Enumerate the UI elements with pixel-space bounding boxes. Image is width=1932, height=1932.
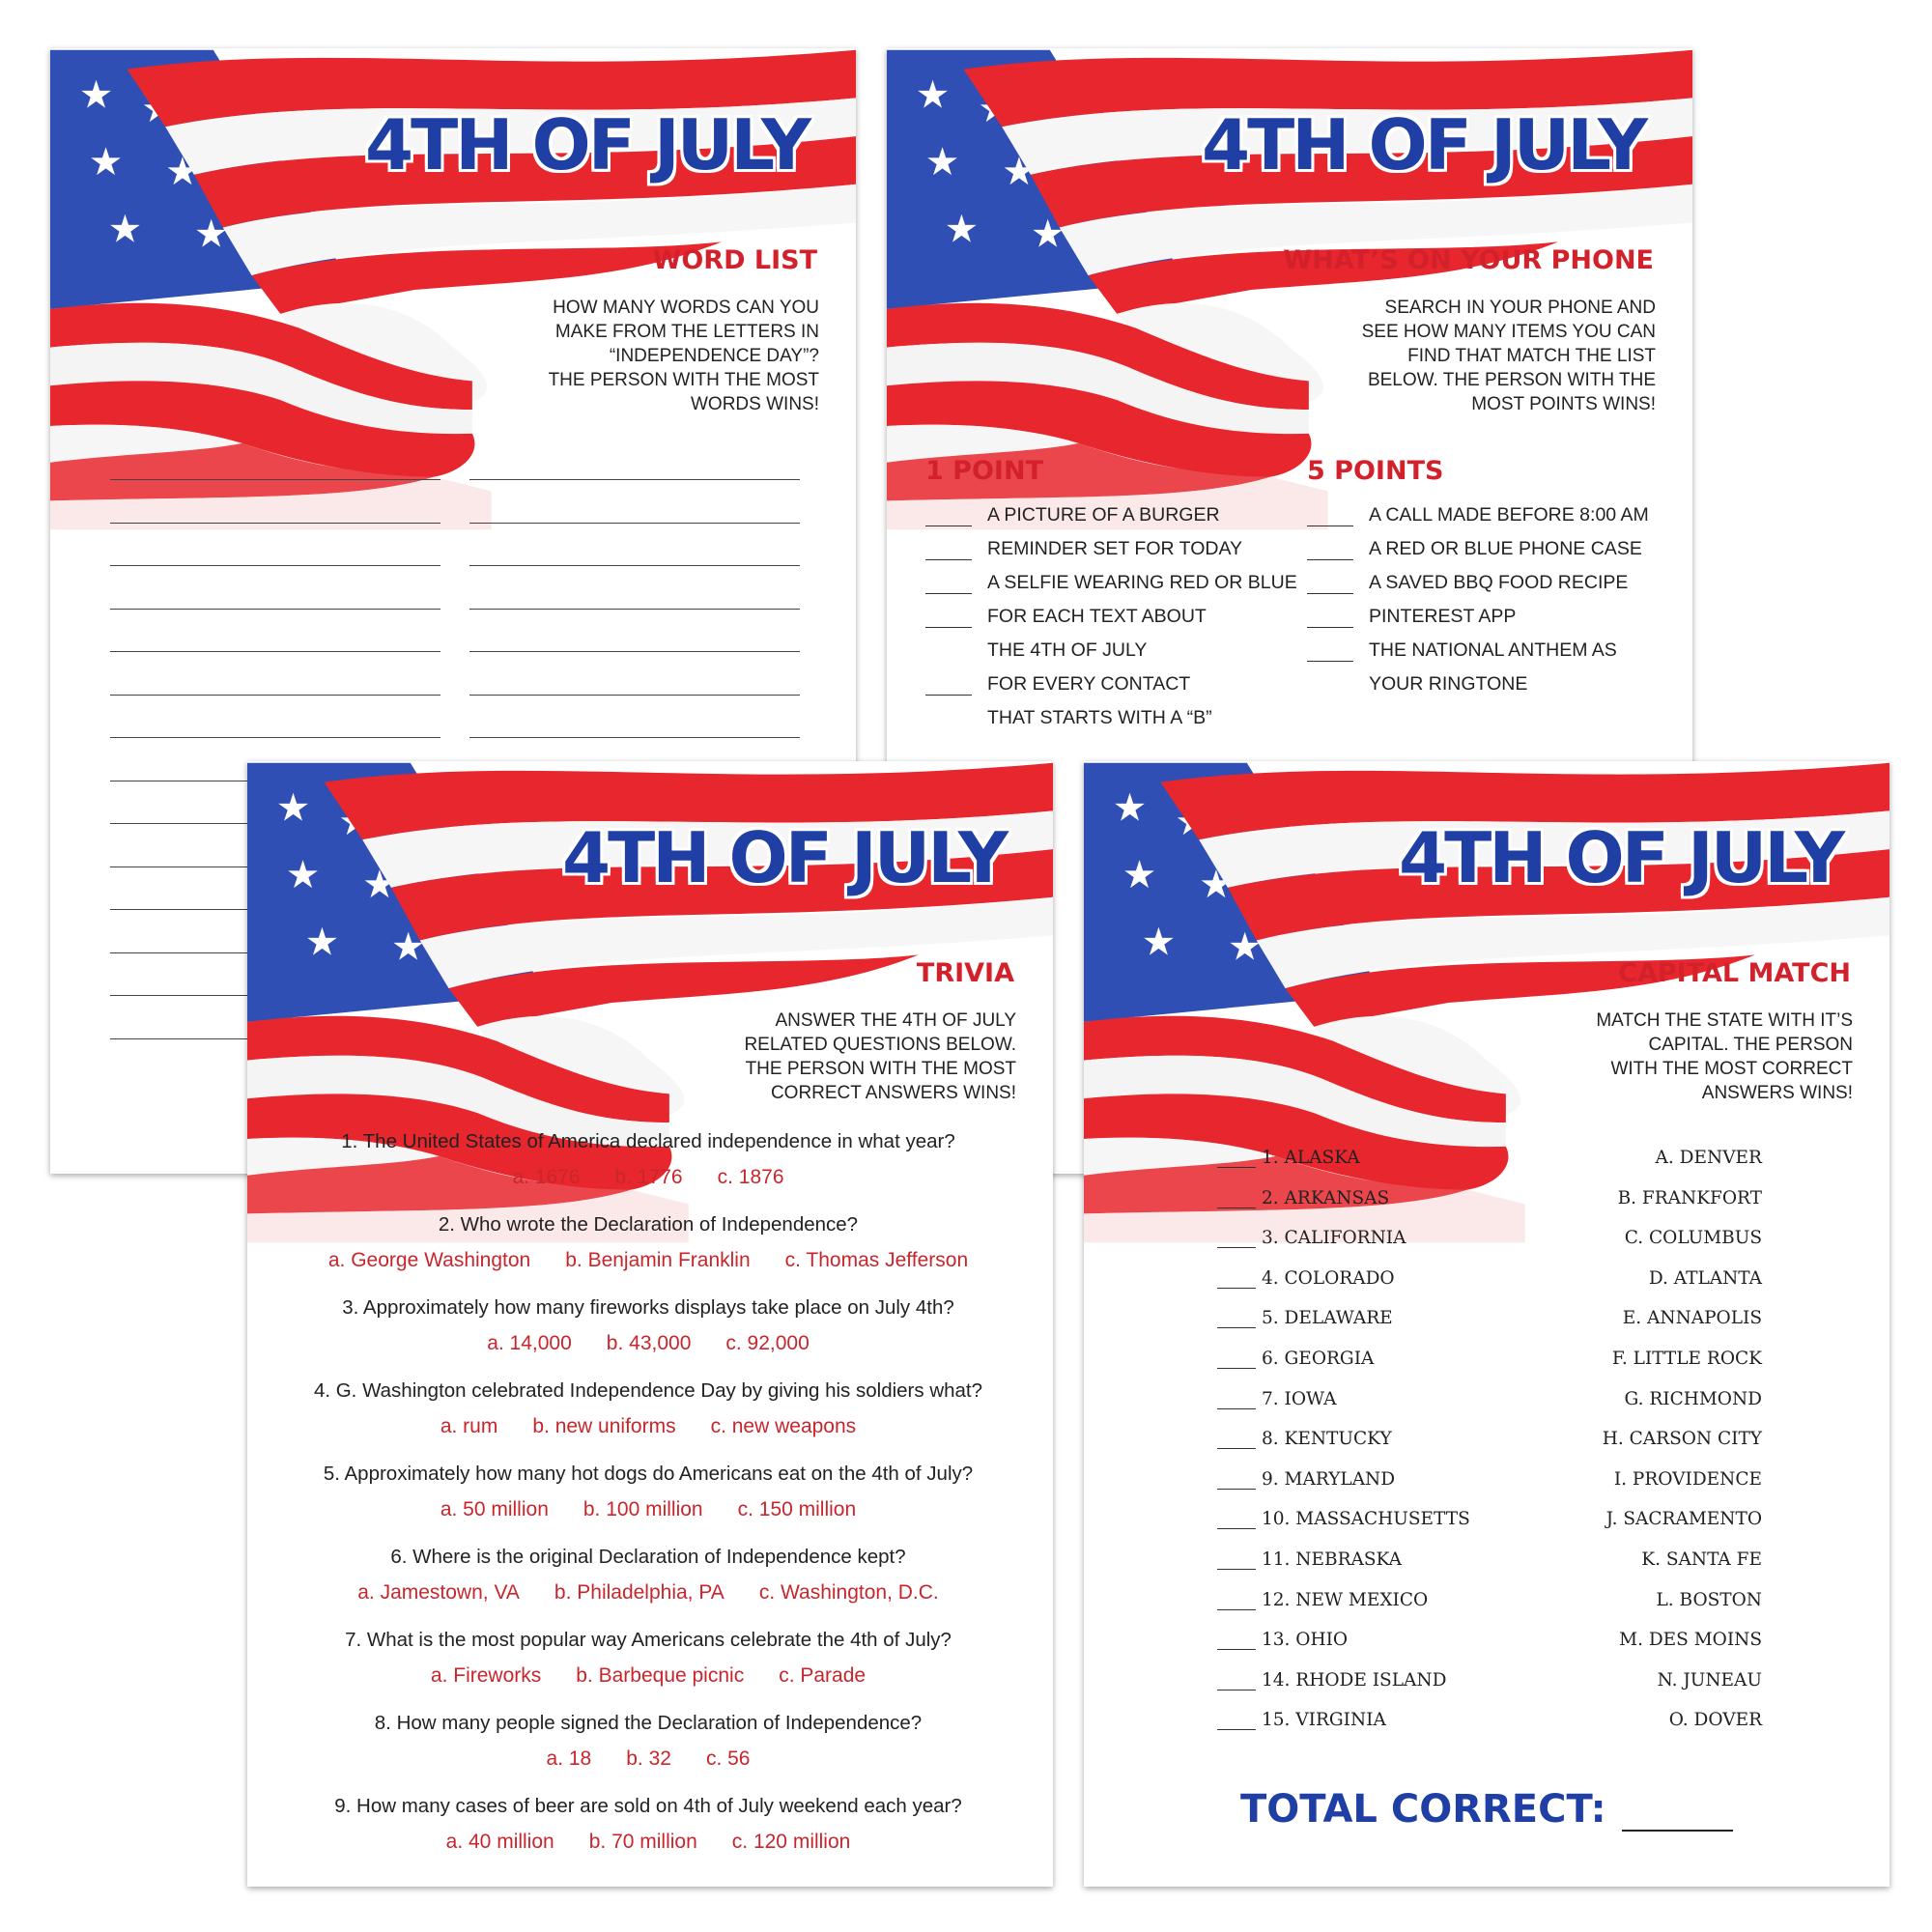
trivia-question: 2. Who wrote the Declaration of Independence? [438,1213,859,1236]
match-blank[interactable] [1217,1433,1256,1449]
match-blank[interactable] [1217,1674,1256,1690]
page-title: 4TH OF JULY [1399,817,1843,898]
score-blank [1307,678,1353,696]
capital-item: B. FRANKFORT [1617,1187,1762,1208]
state-item: 11. NEBRASKA [1217,1549,1402,1570]
score-blank [925,712,972,729]
one-point-item: FOR EVERY CONTACT [925,673,1190,696]
answer-line[interactable] [110,565,440,566]
state-item: 6. GEORGIA [1217,1349,1374,1369]
total-correct-label: TOTAL CORRECT: [1240,1787,1606,1832]
capital-item: J. SACRAMENTO [1605,1509,1762,1530]
page-title: 4TH OF JULY [365,104,810,185]
answer-line[interactable] [110,651,440,652]
trivia-option-c[interactable]: c. 56 [705,1747,751,1770]
trivia-card [247,761,1053,1887]
capital-item: D. ATLANTA [1648,1267,1762,1289]
capital-item: L. BOSTON [1656,1589,1762,1610]
five-point-item: A SAVED BBQ FOOD RECIPE [1307,572,1628,594]
trivia-option-c[interactable]: c. 1876 [717,1166,784,1188]
five-point-item: PINTEREST APP [1307,606,1516,628]
trivia-question: 5. Approximately how many hot dogs do Americans eat on the 4th of July? [323,1463,974,1485]
capital-item: C. COLUMBUS [1624,1228,1762,1249]
trivia-options [247,1498,1049,1521]
state-item: 3. CALIFORNIA [1217,1228,1406,1248]
trivia-options [247,1831,1049,1854]
capital-item: F. LITTLE ROCK [1611,1349,1762,1369]
trivia-option-c[interactable]: c. Parade [779,1664,867,1687]
trivia-option-a[interactable]: a. George Washington [327,1249,531,1271]
score-blank[interactable] [925,508,972,526]
state-item: 1. ALASKA [1217,1148,1360,1168]
trivia-option-b[interactable]: b. 43,000 [606,1332,692,1354]
capital-item: I. PROVIDENCE [1613,1468,1762,1490]
score-blank[interactable] [1307,576,1353,594]
match-blank[interactable] [1217,1352,1256,1369]
trivia-question: 1. The United States of America declared independence in what year? [341,1130,955,1152]
score-blank[interactable] [925,576,972,594]
match-blank[interactable] [1217,1553,1256,1570]
one-point-item: FOR EACH TEXT ABOUT [925,606,1207,628]
word-list-intro: HOW MANY WORDS CAN YOU MAKE FROM THE LETTERS IN “INDEPENDENCE DAY”? THE PERSON WITH THE MOST WORDS WINS! [548,298,819,414]
score-blank[interactable] [925,610,972,628]
page-title: 4TH OF JULY [562,817,1007,898]
one-point-item: THE 4TH OF JULY [925,639,1147,662]
five-point-item: A CALL MADE BEFORE 8:00 AM [1307,504,1649,526]
score-blank[interactable] [1307,610,1353,628]
state-item: 13. OHIO [1217,1630,1348,1650]
one-point-item: THAT STARTS WITH A “B” [925,707,1212,729]
answer-line[interactable] [110,523,440,524]
trivia-heading: TRIVIA [916,958,1014,988]
trivia-option-b[interactable]: b. 70 million [588,1831,697,1853]
trivia-option-b[interactable]: b. 32 [626,1747,671,1770]
state-item: 9. MARYLAND [1217,1469,1395,1490]
trivia-option-b[interactable]: b. Benjamin Franklin [565,1249,751,1271]
total-correct [1240,1787,1733,1832]
trivia-option-a[interactable]: a. rum [440,1415,498,1437]
answer-line[interactable] [469,651,800,652]
answer-line[interactable] [110,479,440,480]
match-blank[interactable] [1217,1232,1256,1248]
state-item: 5. DELAWARE [1217,1308,1393,1328]
score-blank[interactable] [1307,508,1353,526]
trivia-option-b[interactable]: b. Barbeque picnic [576,1664,745,1687]
trivia-option-c[interactable]: c. Thomas Jefferson [784,1249,969,1271]
state-item: 15. VIRGINIA [1217,1710,1386,1730]
score-blank [925,644,972,662]
total-correct-blank [1622,1801,1733,1832]
state-item: 14. RHODE ISLAND [1217,1670,1446,1690]
answer-line[interactable] [110,609,440,610]
match-blank[interactable] [1217,1312,1256,1328]
state-item: 10. MASSACHUSETTS [1217,1509,1470,1529]
one-point-item: REMINDER SET FOR TODAY [925,538,1242,560]
word-list-heading: WORD LIST [652,245,817,275]
match-blank[interactable] [1217,1473,1256,1490]
capital-heading: CAPITAL MATCH [1618,958,1851,988]
one-point-heading: 1 POINT [925,456,1043,486]
trivia-option-c[interactable]: c. new weapons [710,1415,857,1437]
trivia-question: 7. What is the most popular way Americans celebrate the 4th of July? [345,1629,952,1651]
trivia-options [247,1581,1049,1605]
capital-item: A. DENVER [1655,1148,1762,1168]
score-blank[interactable] [1307,542,1353,560]
trivia-question: 8. How many people signed the Declaration of Independence? [374,1712,923,1734]
trivia-option-a[interactable]: a. 18 [546,1747,592,1770]
state-item: 7. IOWA [1217,1389,1336,1409]
capital-item: M. DES MOINS [1619,1630,1762,1651]
trivia-option-b[interactable]: b. 100 million [582,1498,703,1520]
trivia-option-a[interactable]: a. 50 million [440,1498,549,1520]
trivia-intro: ANSWER THE 4TH OF JULY RELATED QUESTIONS BELOW. THE PERSON WITH THE MOST CORRECT ANSWERS WINS! [744,1010,1016,1103]
trivia-option-a[interactable]: a. Jamestown, VA [357,1581,520,1604]
phone-intro: SEARCH IN YOUR PHONE AND SEE HOW MANY ITEMS YOU CAN FIND THAT MATCH THE LIST BELOW. THE PERSON WITH THE MOST POINTS WINS! [1361,298,1656,414]
trivia-question: 9. How many cases of beer are sold on 4th of July weekend each year? [334,1795,962,1817]
five-point-item: A RED OR BLUE PHONE CASE [1307,538,1642,560]
answer-line[interactable] [469,695,800,696]
trivia-option-a[interactable]: a. 14,000 [487,1332,572,1354]
trivia-option-b[interactable]: b. Philadelphia, PA [554,1581,724,1604]
trivia-question: 6. Where is the original Declaration of Independence kept? [390,1546,906,1568]
answer-line[interactable] [469,523,800,524]
trivia-options [247,1332,1049,1355]
trivia-option-c[interactable]: c. 150 million [737,1498,857,1520]
capital-item: E. ANNAPOLIS [1622,1308,1762,1329]
answer-line[interactable] [469,609,800,610]
page-title: 4TH OF JULY [1202,104,1646,185]
match-blank[interactable] [1217,1594,1256,1610]
answer-line[interactable] [110,695,440,696]
state-item: 12. NEW MEXICO [1217,1590,1428,1610]
trivia-option-c[interactable]: c. 92,000 [725,1332,810,1354]
trivia-question: 3. Approximately how many fireworks displays take place on July 4th? [342,1296,954,1319]
five-points-heading: 5 POINTS [1307,456,1444,486]
one-point-item: A SELFIE WEARING RED OR BLUE [925,572,1297,594]
state-item: 8. KENTUCKY [1217,1429,1392,1449]
trivia-options [247,1747,1049,1771]
phone-heading: WHAT’S ON YOUR PHONE [1283,245,1654,275]
match-blank[interactable] [1217,1513,1256,1529]
capital-item: G. RICHMOND [1624,1388,1762,1409]
capital-item: N. JUNEAU [1657,1669,1762,1690]
answer-line[interactable] [469,479,800,480]
trivia-options [247,1249,1049,1272]
trivia-options [247,1166,1049,1189]
score-blank[interactable] [1307,643,1353,662]
trivia-option-c[interactable]: c. 120 million [731,1831,851,1853]
match-blank[interactable] [1217,1634,1256,1650]
answer-line[interactable] [469,565,800,566]
match-blank[interactable] [1217,1714,1256,1730]
answer-line[interactable] [469,737,800,738]
trivia-option-b[interactable]: b. new uniforms [532,1415,676,1437]
match-blank[interactable] [1217,1192,1256,1208]
trivia-options [247,1415,1049,1438]
score-blank[interactable] [925,677,972,696]
capital-item: K. SANTA FE [1641,1549,1762,1570]
trivia-question: 4. G. Washington celebrated Independence Day by giving his soldiers what? [313,1379,983,1402]
trivia-option-a[interactable]: a. 1676 [512,1166,581,1188]
match-blank[interactable] [1217,1151,1256,1168]
one-point-item: A PICTURE OF A BURGER [925,504,1220,526]
trivia-options [247,1664,1049,1688]
state-item: 4. COLORADO [1217,1268,1395,1289]
trivia-option-a[interactable]: a. Fireworks [430,1664,542,1687]
five-point-item: YOUR RINGTONE [1307,673,1527,696]
capital-item: H. CARSON CITY [1602,1429,1762,1450]
trivia-option-c[interactable]: c. Washington, D.C. [758,1581,939,1604]
five-point-item: THE NATIONAL ANTHEM AS [1307,639,1617,662]
answer-line[interactable] [110,737,440,738]
trivia-option-b[interactable]: b. 1776 [614,1166,683,1188]
capital-intro: MATCH THE STATE WITH IT’S CAPITAL. THE PERSON WITH THE MOST CORRECT ANSWERS WINS! [1596,1010,1853,1103]
match-blank[interactable] [1217,1272,1256,1289]
state-item: 2. ARKANSAS [1217,1188,1389,1208]
score-blank[interactable] [925,542,972,560]
capital-item: O. DOVER [1668,1710,1762,1731]
capital-card [1084,761,1889,1887]
match-blank[interactable] [1217,1393,1256,1409]
trivia-option-a[interactable]: a. 40 million [445,1831,554,1853]
